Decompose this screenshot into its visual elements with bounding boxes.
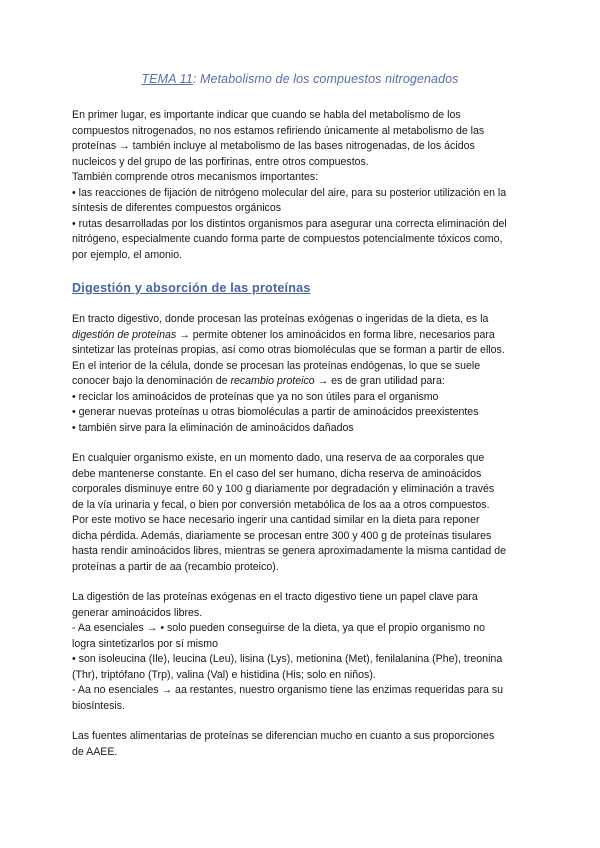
text-line: Por este motivo se hace necesario ingerir una cantidad similar en la dieta para reponer [72, 514, 480, 526]
intro-paragraph [72, 108, 528, 263]
bullet-line: • generar nuevas proteínas u otras biomoléculas a partir de aminoácidos preexistentes [72, 406, 479, 418]
text-line: La digestión de las proteínas exógenas en el tracto digestivo tiene un papel clave para [72, 591, 478, 603]
text-line: debe mantenerse constante. En el caso del ser humano, dicha reserva de aminoácidos [72, 467, 482, 480]
text-line: biosíntesis. [72, 699, 125, 712]
text-line: hasta rendir aminoácidos libres, mientras se genera aproximadamente la misma cantidad de [72, 545, 506, 557]
text-line: - Aa no esenciales → aa restantes, nuestro organismo tiene las enzimas requeridas para su [72, 684, 504, 696]
text-line: En cualquier organismo existe, en un momento dado, una reserva de aa corporales que [72, 452, 485, 464]
text-line: síntesis de diferentes compuestos orgánicos [72, 202, 282, 214]
text-line: digestión de proteínas → permite obtener los aminoácidos en forma libre, necesarios para [72, 328, 495, 341]
bullet-line: • son isoleucina (Ile), leucina (Leu), lisina (Lys), metionina (Met), fenilalanina (Phe), treonina [72, 653, 503, 665]
italic-term: digestión de proteínas [72, 328, 177, 341]
text-line: También comprende otros mecanismos importantes: [72, 171, 319, 183]
text-line: En el interior de la célula, donde se procesan las proteínas endógenas, lo que se suele [72, 359, 481, 372]
text-line: dicha pérdida. Además, diariamente se procesan entre 300 y 400 g de proteínas tisulares [72, 529, 492, 542]
text-line: proteínas → también incluye al metabolismo de las bases nitrogenadas, de los ácidos [72, 140, 475, 152]
text-line: En tracto digestivo, donde procesan las proteínas exógenas o ingeridas de la dieta, es la [72, 313, 489, 325]
amino-acids-paragraph [72, 590, 528, 714]
bullet-line: • rutas desarrolladas por los distintos organismos para asegurar una correcta eliminación del [72, 217, 507, 230]
text-line: corporales disminuye entre 60 y 100 g diariamente por degradación y eliminación a través [72, 483, 495, 495]
text-line: - Aa esenciales → • solo pueden conseguirse de la dieta, ya que el propio organismo no [72, 622, 486, 634]
bullet-line: • las reacciones de fijación de nitrógeno molecular del aire, para su posterior utilización en la [72, 186, 507, 199]
text-line: (Thr), triptófano (Trp), valina (Val) e histidina (His; solo en niños). [72, 668, 376, 681]
reserve-paragraph [72, 451, 528, 575]
text-line: En primer lugar, es importante indicar que cuando se habla del metabolismo de los [72, 109, 461, 121]
page-title [72, 72, 528, 86]
text-line: por ejemplo, el amonio. [72, 248, 183, 261]
text-line: generar aminoácidos libres. [72, 606, 203, 619]
title-number: TEMA 11 [141, 72, 193, 86]
text-line: de AAEE. [72, 745, 118, 758]
text-line: de la vía urinaria y fecal, o bien por conversión metabólica de los aa a otros compuestos. [72, 498, 490, 511]
text-line: logra sintetizarlos por sí mismo [72, 637, 219, 650]
sources-paragraph [72, 729, 528, 760]
text-line: conocer bajo la denominación de recambio proteico → es de gran utilidad para: [72, 375, 445, 387]
bullet-line: • también sirve para la eliminación de aminoácidos dañados [72, 421, 354, 434]
text-line: proteínas a partir de aa (recambio proteico). [72, 560, 279, 573]
text-line: nucleicos y del grupo de las porfirinas, entre otros compuestos. [72, 155, 369, 168]
document-page [72, 72, 528, 760]
section-heading: Digestión y absorción de las proteínas [72, 281, 311, 295]
text-line: compuestos nitrogenados, no nos estamos refiriendo únicamente al metabolismo de las [72, 124, 485, 137]
title-text: : Metabolismo de los compuestos nitrogenados [192, 72, 459, 86]
italic-term: recambio proteico [230, 375, 315, 387]
bullet-line: • reciclar los aminoácidos de proteínas que ya no son útiles para el organismo [72, 390, 439, 403]
text-line: Las fuentes alimentarias de proteínas se diferencian mucho en cuanto a sus proporciones [72, 730, 495, 742]
text-line: sintetizar las proteínas propias, así como otras biomoléculas que se forman a partir de ellos. [72, 344, 505, 356]
text-line: nitrógeno, especialmente cuando forma parte de compuestos potencialmente tóxicos como, [72, 233, 503, 245]
digestion-paragraph [72, 312, 528, 436]
